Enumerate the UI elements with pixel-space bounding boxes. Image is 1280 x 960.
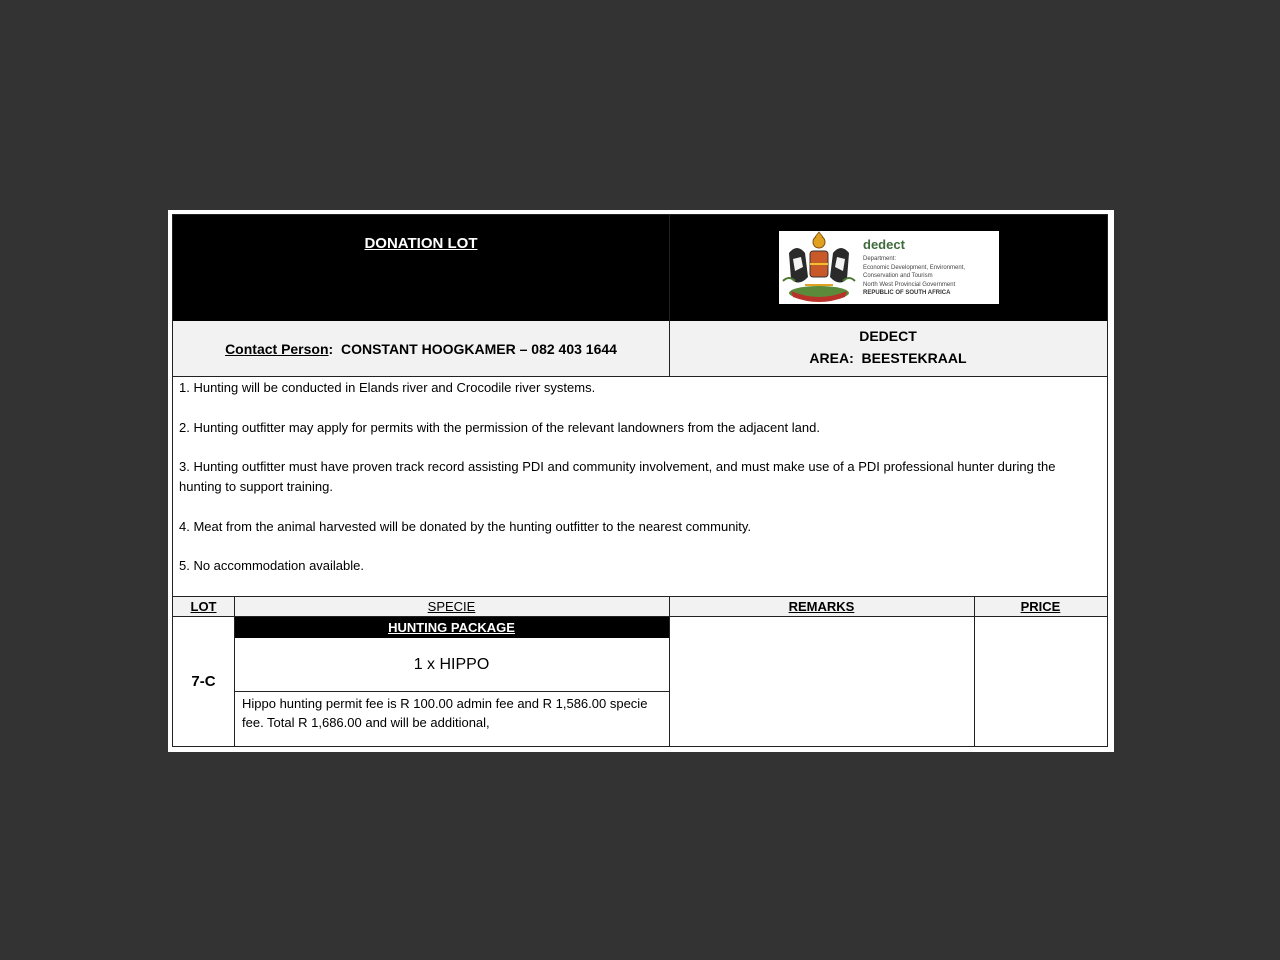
contact-cell (173, 321, 669, 377)
area-label: AREA: (809, 350, 854, 366)
contact-value: CONSTANT HOOGKAMER – 082 403 1644 (340, 340, 617, 357)
logo-line: Department: (863, 256, 897, 262)
animal-quantity: 1 x HIPPO (234, 638, 669, 692)
column-header-price: PRICE (974, 596, 1107, 617)
contact-label: Contact Person (225, 340, 329, 357)
condition-item: 4. Meat from the animal harvested will be donated by the hunting outfitter to the nearest community. (179, 519, 752, 534)
permit-fee-note: Hippo hunting permit fee is R 100.00 admin fee and R 1,586.00 specie fee. Total R 1,686.00 and will be additional, (242, 696, 648, 730)
area-line (669, 347, 1107, 369)
column-header-remarks: REMARKS (669, 596, 974, 617)
lot-number: 7-C (191, 673, 216, 690)
condition-item: 2. Hunting outfitter may apply for permits with the permission of the relevant landowners from the adjacent land. (179, 420, 820, 435)
condition-item: 1. Hunting will be conducted in Elands river and Crocodile river systems. (179, 380, 596, 395)
conditions-list (173, 378, 1107, 596)
contact-colon: : (328, 340, 341, 357)
condition-item: 5. No accommodation available. (179, 558, 364, 573)
column-header-lot: LOT (173, 596, 234, 617)
dedect-logo (779, 231, 999, 304)
column-divider (234, 596, 235, 746)
logo-caption (863, 237, 995, 298)
header-divider (669, 215, 670, 377)
price-cell (974, 617, 1107, 746)
org-name: DEDECT (859, 328, 917, 344)
logo-line: Conservation and Tourism (863, 273, 933, 279)
column-divider (974, 596, 975, 746)
logo-name: dedect (863, 237, 905, 252)
column-divider (669, 596, 670, 746)
donation-lot-sheet (172, 214, 1108, 747)
header-logo-cell (669, 215, 1107, 321)
logo-line: Economic Development, Environment, (863, 264, 966, 271)
remarks-cell (669, 617, 974, 746)
column-header-specie: SPECIE (234, 596, 669, 617)
header-title-cell (173, 215, 669, 321)
logo-line: North West Provincial Government (863, 281, 956, 288)
condition-item: 3. Hunting outfitter must have proven track record assisting PDI and community involvement, and must make use of a PDI professional hunter during the hunting to support training. (179, 459, 1056, 494)
document-page (168, 210, 1114, 752)
coat-of-arms-icon (779, 231, 859, 304)
logo-line: REPUBLIC OF SOUTH AFRICA (863, 290, 951, 296)
org-cell (669, 321, 1107, 377)
area-value: BEESTEKRAAL (861, 350, 967, 366)
hunting-package-label: HUNTING PACKAGE (234, 617, 669, 638)
page-title: DONATION LOT (364, 235, 478, 252)
